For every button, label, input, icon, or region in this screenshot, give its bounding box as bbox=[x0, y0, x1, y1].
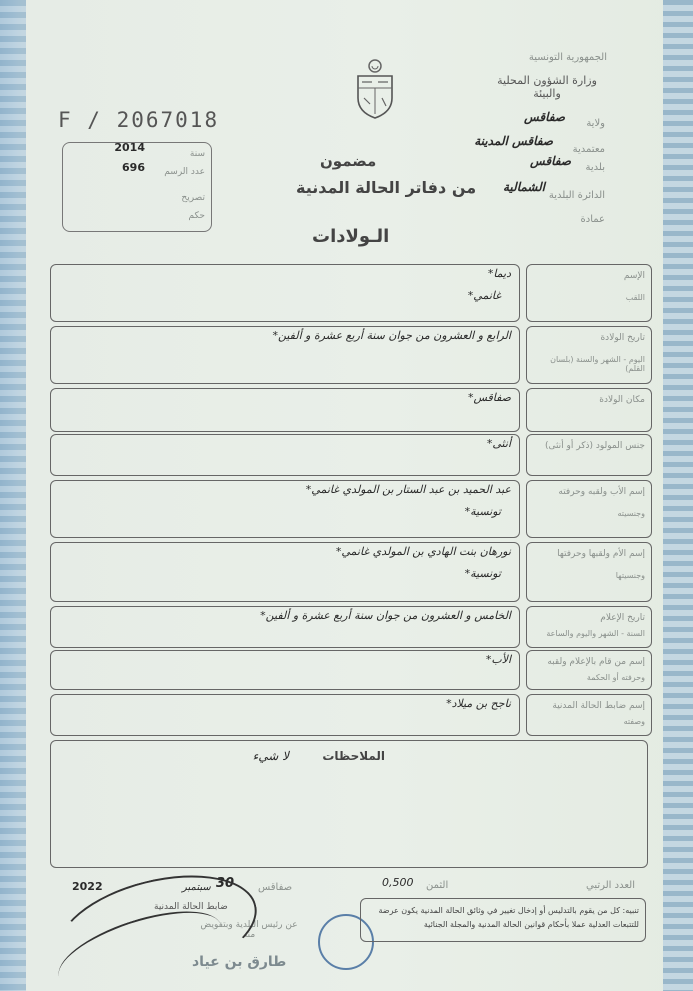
field-value-line1: ديما* bbox=[487, 267, 511, 280]
section-title-births: الـولادات bbox=[312, 226, 390, 247]
field-value-line1: الخامس و العشرون من جوان سنة أربع عشرة و ألفين* bbox=[260, 609, 511, 622]
year-value: 2014 bbox=[114, 141, 145, 154]
date-year: 2022 bbox=[72, 880, 103, 893]
delegation-label: معتمدية bbox=[572, 144, 605, 155]
field-value-box bbox=[50, 480, 520, 538]
officer-name-stamp: طارق بن عياد bbox=[192, 954, 287, 970]
field-label-box bbox=[526, 606, 652, 648]
year-label: سنة bbox=[189, 149, 205, 159]
field-label-line1: إسم ضابط الحالة المدنية bbox=[552, 701, 645, 711]
field-value-line2: غانمي* bbox=[467, 289, 501, 302]
declaration-label: تصريح bbox=[181, 193, 205, 203]
field-label-box bbox=[526, 694, 652, 736]
field-value-line2: تونسية* bbox=[464, 567, 501, 580]
doc-title-extract: مضمون bbox=[320, 152, 377, 170]
date-day: 30 bbox=[216, 876, 235, 891]
field-label-line2: اليوم - الشهر والسنة (بلسان القلم) bbox=[550, 355, 645, 373]
republic-label: الجمهورية التونسية bbox=[528, 52, 607, 63]
municipality-label: بلدية bbox=[585, 162, 605, 173]
field-label-box bbox=[526, 326, 652, 384]
field-value-box bbox=[50, 388, 520, 432]
price-label: الثمن bbox=[426, 880, 449, 891]
field-label-line1: إسم من قام بالإعلام ولقبه bbox=[547, 657, 645, 667]
field-label-box bbox=[526, 542, 652, 602]
field-label-line1: الإسم bbox=[623, 271, 645, 281]
field-label-line1: إسم الأم ولقبها وحرفتها bbox=[557, 549, 645, 559]
record-label: عدد الرسم bbox=[164, 167, 205, 177]
field-value-box bbox=[50, 650, 520, 690]
field-label-line1: إسم الأب ولقبه وحرفته bbox=[558, 487, 645, 497]
tunisia-coat-of-arms-icon bbox=[352, 58, 398, 120]
wilaya-label: ولاية bbox=[586, 118, 605, 129]
serial-prefix: F / bbox=[58, 108, 102, 132]
warning-text: تنبيه: كل من يقوم بالتدليس أو إدخال تغيير في وثائق الحالة المدنية يكون عرضة للتتبعات العدلية عملا بأحكام قوانين الحالة المدنية والمجلة الجنائية bbox=[378, 906, 639, 929]
price-value: 0,500 bbox=[382, 876, 414, 889]
ruling-label: حكم bbox=[188, 211, 205, 221]
field-value-box bbox=[50, 434, 520, 476]
field-label-box bbox=[526, 388, 652, 432]
wilaya-value: صفاقس bbox=[524, 110, 565, 124]
field-label-line2: وحرفته أو الحكمة bbox=[586, 673, 645, 682]
left-border-pattern bbox=[0, 0, 26, 991]
field-value-line1: نورهان بنت الهادي بن المولدي غانمي* bbox=[335, 545, 511, 558]
municipality-value: صفاقس bbox=[530, 154, 571, 168]
serial-value: 2067018 bbox=[116, 108, 220, 132]
field-label-line2: وجنسيته bbox=[617, 509, 645, 518]
field-label-box bbox=[526, 434, 652, 476]
notes-label: الملاحظات bbox=[322, 749, 385, 763]
delegation-value: صفاقس المدينة bbox=[474, 134, 553, 148]
field-value-box bbox=[50, 542, 520, 602]
ministry-label: وزارة الشؤون المحلية والبيئة bbox=[497, 74, 597, 100]
field-value-line1: الأب* bbox=[485, 653, 511, 666]
field-label-line2: وصفته bbox=[623, 717, 645, 726]
field-label-line2: السنة - الشهر واليوم والساعة bbox=[546, 629, 645, 638]
field-label-line1: مكان الولادة bbox=[599, 395, 645, 405]
field-value-line1: الرابع و العشرون من جوان سنة أربع عشرة و ألفين* bbox=[272, 329, 511, 342]
officer-title: ضابط الحالة المدنية bbox=[154, 902, 228, 912]
omada-label: عمادة bbox=[580, 214, 605, 225]
district-label: الدائرة البلدية bbox=[548, 190, 605, 201]
notes-box bbox=[50, 740, 648, 868]
field-value-line1: صفاقس* bbox=[467, 391, 511, 404]
field-label-box bbox=[526, 650, 652, 690]
district-value: الشمالية bbox=[503, 180, 545, 194]
doc-title-registers: من دفاتر الحالة المدنية bbox=[296, 178, 477, 197]
registration-box bbox=[62, 142, 212, 232]
field-value-line1: أنثى* bbox=[486, 437, 511, 450]
field-label-line1: تاريخ الإعلام bbox=[600, 613, 645, 623]
date-city: صفاقس bbox=[258, 882, 293, 893]
record-value: 696 bbox=[122, 161, 145, 174]
field-label-line1: جنس المولود (ذكر أو أنثى) bbox=[544, 441, 645, 451]
field-value-line1: ناجح بن ميلاد* bbox=[446, 697, 511, 710]
field-value-line2: تونسية* bbox=[464, 505, 501, 518]
notes-value: لا شيء bbox=[252, 749, 289, 763]
serial-number bbox=[58, 108, 219, 132]
warning-box bbox=[360, 898, 646, 942]
field-value-box bbox=[50, 606, 520, 648]
field-label-line2: وجنسيتها bbox=[615, 571, 645, 580]
field-label-line2: اللقب bbox=[625, 293, 645, 302]
field-value-line1: عبد الحميد بن عبد الستار بن المولدي غانمي* bbox=[305, 483, 511, 496]
right-border-pattern bbox=[663, 0, 693, 991]
field-label-line1: تاريخ الولادة bbox=[600, 333, 645, 343]
field-label-box bbox=[526, 264, 652, 322]
field-label-box bbox=[526, 480, 652, 538]
field-value-box bbox=[50, 326, 520, 384]
field-value-box bbox=[50, 694, 520, 736]
date-month: سبتمبر bbox=[182, 882, 211, 893]
field-value-box bbox=[50, 264, 520, 322]
officer-subtitle: عن رئيس البلدية وبتفويض منه bbox=[200, 920, 298, 940]
count-label: العدد الرتبي bbox=[585, 880, 635, 891]
